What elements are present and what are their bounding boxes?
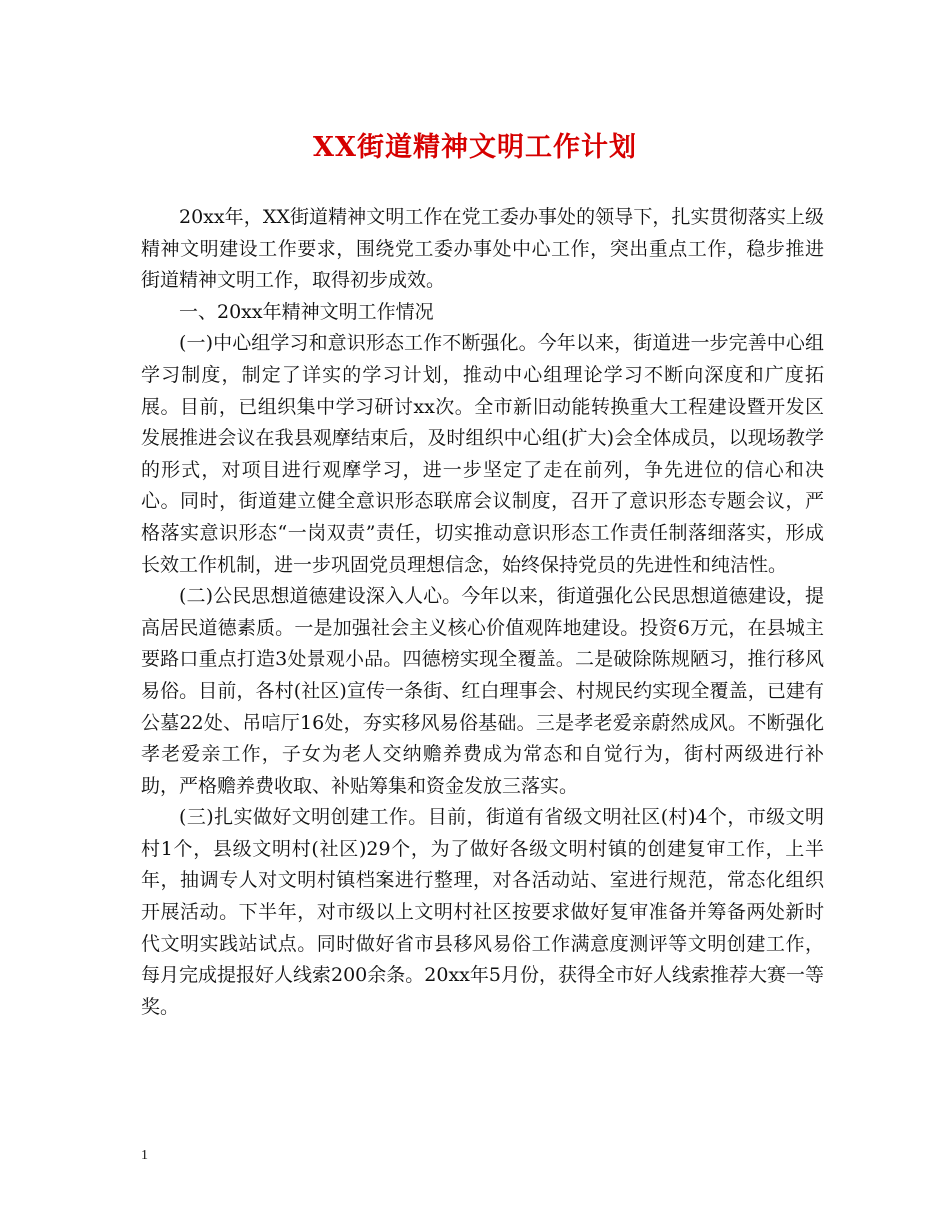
- page-number: 1: [141, 1148, 148, 1163]
- document-title: XX街道精神文明工作计划: [313, 132, 637, 163]
- body-paragraph: (一)中心组学习和意识形态工作不断强化。今年以来，街道进一步完善中心组学习制度，制定了详实的学习计划，推动中心组理论学习不断向深度和广度拓展。目前，已组织集中学习研讨xx次。全市新旧动能转换重大工程建设暨开发区发展推进会议在我县观摩结束后，及时组织中心组(扩大)会全体成员，以现场教学的形式，对项目进行观摩学习，进一步坚定了走在前列，争先进位的信心和决心。同时，街道建立健全意识形态联席会议制度，召开了意识形态专题会议，严格落实意识形态“一岗双责”责任，切实推动意识形态工作责任制落细落实，形成长效工作机制，进一步巩固党员理想信念，始终保持党员的先进性和纯洁性。: [141, 332, 824, 576]
- document-body: [141, 202, 824, 1023]
- intro-paragraph: 20xx年，XX街道精神文明工作在党工委办事处的领导下，扎实贯彻落实上级精神文明建设工作要求，围绕党工委办事处中心工作，突出重点工作，稳步推进街道精神文明工作，取得初步成效。: [141, 206, 824, 292]
- section-heading: 一、20xx年精神文明工作情况: [179, 300, 434, 323]
- body-paragraph: (三)扎实做好文明创建工作。目前，街道有省级文明社区(村)4个，市级文明村1个，县级文明村(社区)29个，为了做好各级文明村镇的创建复审工作，上半年，抽调专人对文明村镇档案进行整理，对各活动站、室进行规范，常态化组织开展活动。下半年，对市级以上文明村社区按要求做好复审准备并筹备两处新时代文明实践站试点。同时做好省市县移风易俗工作满意度测评等文明创建工作，每月完成提报好人线索200余条。20xx年5月份，获得全市好人线索推荐大赛一等奖。: [141, 806, 824, 1018]
- body-paragraph: (二)公民思想道德建设深入人心。今年以来，街道强化公民思想道德建设，提高居民道德素质。一是加强社会主义核心价值观阵地建设。投资6万元，在县城主要路口重点打造3处景观小品。四德榜实现全覆盖。二是破除陈规陋习，推行移风易俗。目前，各村(社区)宣传一条街、红白理事会、村规民约实现全覆盖，已建有公墓22处、吊唁厅16处，夯实移风易俗基础。三是孝老爱亲蔚然成风。不断强化孝老爱亲工作，子女为老人交纳赡养费成为常态和自觉行为，街村两级进行补助，严格赡养费收取、补贴筹集和资金发放三落实。: [141, 585, 824, 797]
